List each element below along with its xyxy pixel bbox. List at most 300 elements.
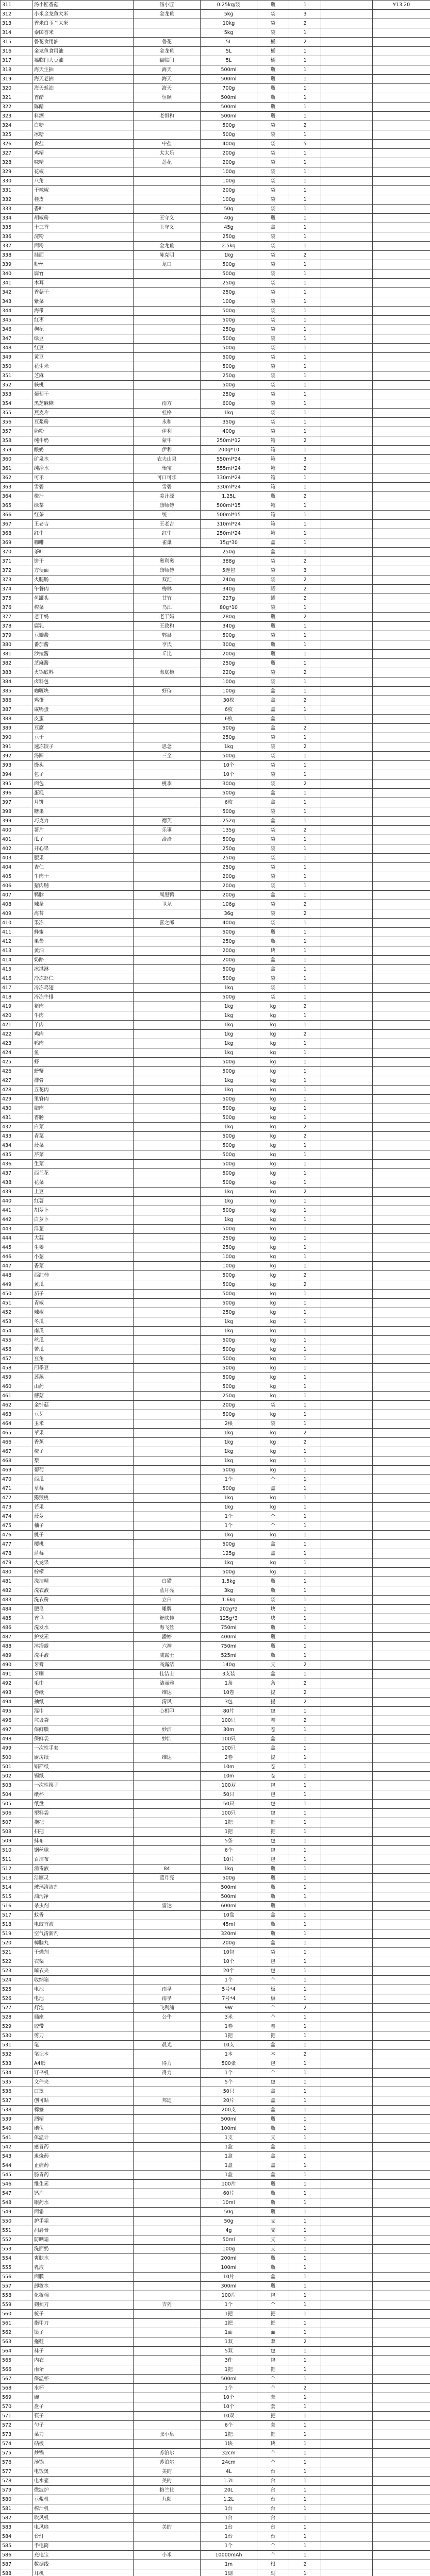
cell-row-number: 403 (1, 854, 32, 863)
cell-item-name: 抽纸 (32, 1698, 134, 1707)
cell-unit: 袋 (257, 121, 289, 130)
cell-quantity: 1 (289, 1790, 321, 1800)
cell-unit-price (321, 650, 373, 659)
cell-remark (373, 2069, 430, 2078)
cell-spec: 100只 (201, 1716, 257, 1725)
cell-unit: 盒 (257, 705, 289, 715)
cell-quantity: 2 (289, 1716, 321, 1725)
cell-brand (134, 2541, 201, 2551)
cell-row-number: 357 (1, 427, 32, 436)
cell-unit-price (321, 2254, 373, 2263)
cell-quantity: 2 (289, 696, 321, 705)
cell-unit: 包 (257, 1957, 289, 1967)
table-row (1, 715, 430, 724)
cell-unit: 袋 (257, 566, 289, 575)
cell-spec: 500g (201, 835, 257, 844)
cell-row-number: 375 (1, 594, 32, 603)
cell-quantity: 1 (289, 2504, 321, 2514)
table-row (1, 2486, 430, 2495)
cell-remark (373, 334, 430, 344)
cell-unit: 包 (257, 1809, 289, 1818)
cell-unit: 台 (257, 2477, 289, 2486)
cell-unit: 盒 (257, 715, 289, 724)
cell-spec: 350g (201, 418, 257, 427)
cell-row-number: 464 (1, 1419, 32, 1429)
cell-quantity: 1 (289, 1067, 321, 1076)
cell-unit-price (321, 2282, 373, 2291)
cell-remark (373, 1837, 430, 1846)
cell-row-number: 586 (1, 2551, 32, 2560)
cell-row-number: 379 (1, 631, 32, 640)
cell-remark (373, 1735, 430, 1744)
cell-unit: 板 (257, 1994, 289, 2004)
cell-unit: 瓶 (257, 650, 289, 659)
cell-row-number: 431 (1, 1113, 32, 1123)
cell-remark (373, 2217, 430, 2226)
cell-spec: 10双 (201, 2412, 257, 2421)
cell-remark (373, 1902, 430, 1911)
table-row (1, 1299, 430, 1308)
cell-quantity: 1 (289, 483, 321, 492)
cell-brand (134, 2384, 201, 2393)
cell-quantity: 1 (289, 2022, 321, 2031)
cell-remark (373, 585, 430, 594)
cell-row-number: 527 (1, 2004, 32, 2013)
cell-unit-price (321, 2430, 373, 2439)
cell-unit: 把 (257, 1827, 289, 1837)
cell-row-number: 470 (1, 1475, 32, 1484)
table-row (1, 1688, 430, 1698)
cell-spec: 500g (201, 752, 257, 761)
cell-unit: kg (257, 1206, 289, 1215)
cell-row-number: 359 (1, 446, 32, 455)
cell-remark (373, 427, 430, 436)
table-row (1, 2337, 430, 2347)
cell-unit: 盒 (257, 2106, 289, 2115)
cell-item-name: 生姜 (32, 1243, 134, 1252)
cell-unit-price (321, 687, 373, 696)
cell-remark (373, 2124, 430, 2133)
cell-unit: 盒 (257, 1744, 289, 1753)
cell-quantity: 1 (289, 715, 321, 724)
table-row (1, 1150, 430, 1160)
cell-unit-price (321, 1633, 373, 1642)
cell-item-name: 西瓜 (32, 1475, 134, 1484)
cell-brand: 舒肤佳 (134, 1614, 201, 1623)
cell-brand (134, 2282, 201, 2291)
cell-brand (134, 937, 201, 946)
cell-unit-price (321, 919, 373, 928)
cell-brand (134, 2412, 201, 2421)
table-row (1, 427, 430, 436)
cell-quantity: 1 (289, 2375, 321, 2384)
table-row (1, 1475, 430, 1484)
cell-remark (373, 409, 430, 418)
cell-unit-price (321, 872, 373, 882)
cell-unit: 瓶 (257, 622, 289, 631)
cell-spec: 1kg (201, 1503, 257, 1512)
cell-remark (373, 937, 430, 946)
cell-item-name: 冰淇淋 (32, 965, 134, 974)
cell-unit-price (321, 1902, 373, 1911)
table-row (1, 1280, 430, 1290)
cell-remark (373, 1540, 430, 1549)
cell-unit-price (321, 1252, 373, 1262)
cell-quantity: 1 (289, 1011, 321, 1021)
cell-quantity: 1 (289, 1113, 321, 1123)
cell-unit-price (321, 2319, 373, 2328)
cell-item-name: 碗 (32, 2393, 134, 2402)
cell-brand (134, 1512, 201, 1521)
cell-brand (134, 1503, 201, 1512)
cell-quantity: 1 (289, 158, 321, 167)
cell-unit: 支 (257, 2226, 289, 2235)
cell-item-name: 肥皂 (32, 1605, 134, 1614)
table-row (1, 2356, 430, 2365)
cell-remark (373, 1392, 430, 1401)
cell-item-name: 白糖 (32, 121, 134, 130)
cell-row-number: 563 (1, 2337, 32, 2347)
cell-unit: kg (257, 1531, 289, 1540)
cell-row-number: 520 (1, 1939, 32, 1948)
table-row (1, 1753, 430, 1762)
cell-spec: 5L (201, 56, 257, 65)
cell-unit-price (321, 2328, 373, 2337)
cell-spec: 500g (201, 1178, 257, 1188)
cell-spec: 1卷 (201, 2022, 257, 2031)
cell-brand (134, 928, 201, 937)
cell-unit: 罐 (257, 594, 289, 603)
table-row (1, 2541, 430, 2551)
cell-unit-price (321, 2226, 373, 2235)
cell-unit: 包 (257, 1800, 289, 1809)
cell-spec: 1本 (201, 2050, 257, 2059)
table-row (1, 1929, 430, 1939)
cell-brand: 海飞丝 (134, 1623, 201, 1633)
cell-brand: 王守义 (134, 223, 201, 232)
table-row (1, 1178, 430, 1188)
cell-spec: 500g (201, 993, 257, 1002)
cell-item-name: 丝瓜 (32, 1336, 134, 1345)
cell-brand: 得力 (134, 2069, 201, 2078)
table-row (1, 807, 430, 817)
cell-remark (373, 1920, 430, 1929)
cell-unit: 提 (257, 1698, 289, 1707)
cell-unit-price (321, 2263, 373, 2273)
cell-item-name: 勺子 (32, 2421, 134, 2430)
cell-spec: 500g (201, 316, 257, 325)
cell-remark (373, 1911, 430, 1920)
cell-unit-price (321, 409, 373, 418)
cell-unit-price (321, 2050, 373, 2059)
cell-row-number: 492 (1, 1679, 32, 1688)
cell-quantity: 1 (289, 2300, 321, 2310)
cell-item-name: 干辣椒 (32, 186, 134, 195)
cell-remark (373, 1531, 430, 1540)
cell-remark (373, 1419, 430, 1429)
cell-row-number: 533 (1, 2059, 32, 2069)
cell-item-name: 百洁布 (32, 1855, 134, 1865)
cell-unit: 箱 (257, 483, 289, 492)
cell-unit-price (321, 1262, 373, 1271)
cell-unit-price (321, 1178, 373, 1188)
cell-brand (134, 316, 201, 325)
cell-unit: 包 (257, 1967, 289, 1976)
cell-quantity: 1 (289, 603, 321, 613)
cell-remark (373, 2152, 430, 2161)
cell-brand: 好侍 (134, 687, 201, 696)
cell-item-name: 鱼 (32, 1048, 134, 1058)
cell-row-number: 449 (1, 1280, 32, 1290)
cell-quantity: 1 (289, 1772, 321, 1781)
cell-quantity: 1 (289, 891, 321, 900)
cell-quantity: 1 (289, 353, 321, 362)
cell-unit-price (321, 316, 373, 325)
cell-quantity: 1 (289, 2106, 321, 2115)
cell-spec: 600g (201, 399, 257, 409)
cell-brand (134, 2115, 201, 2124)
cell-item-name: 柠檬 (32, 1568, 134, 1577)
cell-spec: 20L (201, 2486, 257, 2495)
cell-unit-price (321, 19, 373, 28)
cell-item-name: 豆芽 (32, 1410, 134, 1419)
cell-brand: 清风 (134, 1698, 201, 1707)
table-row (1, 1846, 430, 1855)
cell-item-name: 冷冻鸡翅 (32, 984, 134, 993)
cell-remark (373, 2282, 430, 2291)
table-row (1, 84, 430, 93)
cell-remark (373, 1317, 430, 1327)
cell-brand (134, 2235, 201, 2245)
cell-quantity: 2 (289, 724, 321, 733)
cell-spec: 500g (201, 1345, 257, 1354)
cell-item-name: 电饭煲 (32, 2467, 134, 2477)
cell-row-number: 405 (1, 872, 32, 882)
cell-unit: 箱 (257, 529, 289, 538)
cell-row-number: 316 (1, 47, 32, 56)
cell-row-number: 393 (1, 761, 32, 770)
cell-unit: 袋 (257, 353, 289, 362)
table-row (1, 835, 430, 844)
cell-remark (373, 1290, 430, 1299)
cell-unit-price (321, 993, 373, 1002)
cell-row-number: 350 (1, 362, 32, 371)
cell-brand (134, 1178, 201, 1188)
cell-unit: 袋 (257, 316, 289, 325)
cell-unit-price (321, 47, 373, 56)
cell-spec: 10卷 (201, 1688, 257, 1698)
cell-spec: 500g (201, 1271, 257, 1280)
cell-spec: 500g (201, 362, 257, 371)
cell-brand (134, 2569, 201, 2576)
cell-remark (373, 687, 430, 696)
cell-remark (373, 659, 430, 668)
cell-row-number: 421 (1, 1021, 32, 1030)
cell-brand (134, 1002, 201, 1011)
cell-unit-price (321, 2143, 373, 2152)
cell-unit: 提 (257, 1688, 289, 1698)
cell-unit: 支 (257, 2245, 289, 2254)
cell-remark (373, 455, 430, 464)
cell-unit: 袋 (257, 158, 289, 167)
cell-unit-price (321, 501, 373, 511)
cell-spec: 500g (201, 1336, 257, 1345)
cell-unit: 袋 (257, 872, 289, 882)
cell-spec: 400g (201, 427, 257, 436)
cell-spec: 500g (201, 631, 257, 640)
cell-brand: 康师傅 (134, 566, 201, 575)
cell-remark (373, 1076, 430, 1086)
cell-brand (134, 1818, 201, 1827)
cell-spec: 1kg (201, 251, 257, 260)
cell-item-name: 袜子 (32, 2347, 134, 2356)
table-row (1, 659, 430, 668)
cell-unit: kg (257, 1178, 289, 1188)
cell-quantity: 1 (289, 1308, 321, 1317)
cell-remark (373, 622, 430, 631)
table-row (1, 1855, 430, 1865)
cell-unit: 支 (257, 2235, 289, 2245)
cell-quantity: 1 (289, 2477, 321, 2486)
cell-item-name: 洗洁精 (32, 1577, 134, 1586)
cell-row-number: 360 (1, 455, 32, 464)
cell-quantity: 1 (289, 2245, 321, 2254)
cell-remark (373, 1790, 430, 1800)
cell-quantity: 1 (289, 47, 321, 56)
cell-brand (134, 1150, 201, 1160)
cell-brand (134, 1521, 201, 1531)
table-row (1, 1948, 430, 1957)
cell-unit-price (321, 2375, 373, 2384)
cell-quantity: 1 (289, 1150, 321, 1160)
cell-quantity: 5 (289, 140, 321, 149)
cell-brand: 甘竹 (134, 594, 201, 603)
cell-brand (134, 121, 201, 130)
cell-spec: 10ml (201, 2198, 257, 2208)
cell-unit: 瓶 (257, 2115, 289, 2124)
cell-quantity: 1 (289, 1800, 321, 1809)
cell-row-number: 522 (1, 1957, 32, 1967)
cell-row-number: 319 (1, 75, 32, 84)
cell-brand: 周黑鸭 (134, 891, 201, 900)
cell-unit-price (321, 1475, 373, 1484)
cell-quantity: 2 (289, 1429, 321, 1438)
cell-row-number: 404 (1, 863, 32, 872)
cell-remark (373, 418, 430, 427)
cell-quantity: 1 (289, 1225, 321, 1234)
cell-remark (373, 2356, 430, 2365)
cell-quantity: 1 (289, 882, 321, 891)
cell-brand (134, 2439, 201, 2449)
cell-unit-price (321, 2300, 373, 2310)
cell-row-number: 537 (1, 2096, 32, 2106)
cell-quantity: 1 (289, 2430, 321, 2439)
cell-unit-price (321, 1596, 373, 1605)
cell-remark (373, 325, 430, 334)
cell-row-number: 478 (1, 1549, 32, 1558)
cell-unit: kg (257, 1290, 289, 1299)
cell-spec: 1kg (201, 1494, 257, 1503)
cell-row-number: 377 (1, 613, 32, 622)
cell-remark (373, 1716, 430, 1725)
cell-quantity: 1 (289, 2541, 321, 2551)
cell-row-number: 363 (1, 483, 32, 492)
cell-row-number: 366 (1, 511, 32, 520)
cell-row-number: 473 (1, 1503, 32, 1512)
cell-brand: 亨氏 (134, 640, 201, 650)
cell-unit: 袋 (257, 993, 289, 1002)
cell-unit: 袋 (257, 882, 289, 891)
cell-unit-price (321, 1197, 373, 1206)
table-row (1, 548, 430, 557)
cell-quantity: 1 (289, 381, 321, 390)
cell-spec: 500g (201, 1095, 257, 1104)
cell-brand (134, 1540, 201, 1549)
cell-row-number: 526 (1, 1994, 32, 2004)
cell-spec: 20片 (201, 2096, 257, 2106)
cell-unit-price (321, 158, 373, 167)
cell-spec: 1kg (201, 1076, 257, 1086)
cell-quantity: 1 (289, 761, 321, 770)
table-row (1, 2226, 430, 2235)
cell-unit: 瓶 (257, 2198, 289, 2208)
cell-quantity: 1 (289, 2319, 321, 2328)
cell-brand (134, 1438, 201, 1447)
cell-unit-price (321, 715, 373, 724)
cell-quantity: 1 (289, 1920, 321, 1929)
cell-item-name: 四季豆 (32, 1364, 134, 1373)
cell-item-name: 钢丝球 (32, 1846, 134, 1855)
table-row (1, 381, 430, 390)
table-row (1, 390, 430, 399)
cell-unit: 根 (257, 2560, 289, 2569)
cell-row-number: 579 (1, 2486, 32, 2495)
cell-unit-price (321, 56, 373, 65)
cell-row-number: 523 (1, 1967, 32, 1976)
cell-row-number: 531 (1, 2041, 32, 2050)
cell-remark (373, 2161, 430, 2171)
table-row (1, 1373, 430, 1382)
cell-unit: 盒 (257, 2273, 289, 2282)
table-row (1, 1364, 430, 1373)
cell-unit: 瓶 (257, 1623, 289, 1633)
cell-remark (373, 1169, 430, 1178)
cell-unit: kg (257, 1067, 289, 1076)
cell-quantity: 1 (289, 223, 321, 232)
cell-remark: ¥13.20 (373, 1, 430, 10)
cell-quantity: 1 (289, 1846, 321, 1855)
cell-brand: 陈克明 (134, 251, 201, 260)
cell-row-number: 422 (1, 1030, 32, 1039)
cell-remark (373, 2375, 430, 2384)
cell-row-number: 334 (1, 214, 32, 223)
cell-unit: 盒 (257, 724, 289, 733)
cell-row-number: 348 (1, 344, 32, 353)
cell-remark (373, 2013, 430, 2022)
cell-remark (373, 2477, 430, 2486)
cell-quantity: 1 (289, 844, 321, 854)
cell-unit-price (321, 1086, 373, 1095)
cell-quantity: 1 (289, 863, 321, 872)
cell-row-number: 401 (1, 835, 32, 844)
cell-unit: kg (257, 1030, 289, 1039)
cell-row-number: 567 (1, 2375, 32, 2384)
cell-unit: 袋 (257, 140, 289, 149)
cell-spec: 1kg (201, 1558, 257, 1568)
cell-item-name: 腊肉 (32, 1104, 134, 1113)
cell-unit-price (321, 1521, 373, 1531)
cell-remark (373, 817, 430, 826)
